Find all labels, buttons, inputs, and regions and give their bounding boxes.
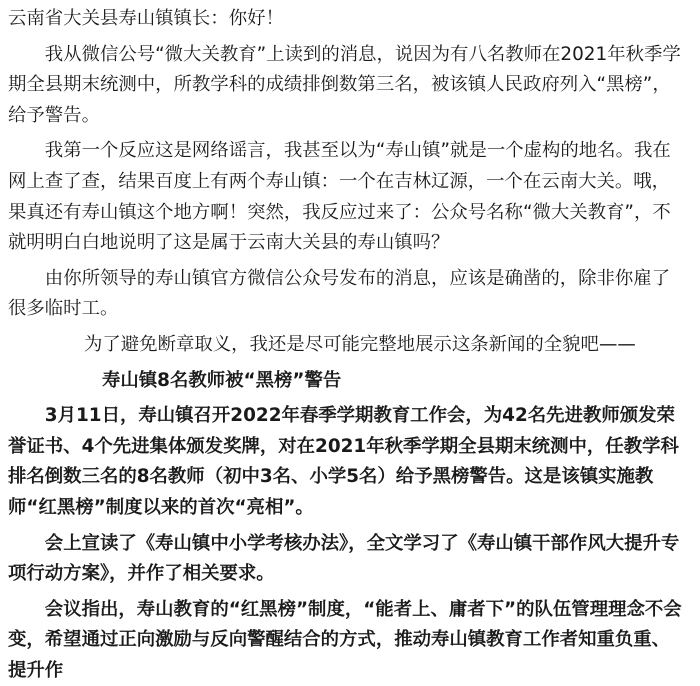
transition-line: 为了避免断章取义，我还是尽可能完整地展示这条新闻的全貌吧—— — [84, 333, 636, 355]
news-headline: 寿山镇8名教师被“黑榜”警告 — [102, 369, 342, 391]
letter-paragraph-2: 我第一个反应这是网络谣言，我甚至以为“寿山镇”就是一个虚构的地名。我在网上查了查，结果百度上有两个寿山镇：一个在吉林辽源，一个在云南大关。哦，果真还有寿山镇这个地方啊！突然，我反应过来了：公众号名称“微大关教育”，不就明明白白地说明了这是属于云南大关县的寿山镇吗？ — [8, 140, 671, 254]
news-paragraph-1: 3月11日，寿山镇召开2022年春季学期教育工作会，为42名先进教师颁发荣誉证书、4个先进集体颁发奖牌，对在2021年秋季学期全县期末统测中，任教学科排名倒数三名的8名教师（初中3名、小学5名）给予黑榜警告。这是该镇实施教师“红黑榜”制度以来的首次“亮相”。 — [8, 405, 679, 518]
news-paragraph-3: 会议指出，寿山教育的“红黑榜”制度，“能者上、庸者下”的队伍管理理念不会变，希望通过正向激励与反向警醒结合的方式，推动寿山镇教育工作者知重负重、提升作 — [8, 598, 682, 681]
news-paragraph-2: 会上宣读了《寿山镇中小学考核办法》，全文学习了《寿山镇干部作风大提升专项行动方案》，并作了相关要求。 — [8, 532, 680, 585]
letter-paragraph-1: 我从微信公号“微大关教育”上读到的消息，说因为有八名教师在2021年秋季学期全县期末统测中，所教学科的成绩排倒数第三名，被该镇人民政府列入“黑榜”，给予警告。 — [8, 43, 681, 126]
letter-paragraph-3: 由你所领导的寿山镇官方微信公众号发布的消息，应该是确凿的，除非你雇了很多临时工。 — [8, 267, 671, 320]
letter-greeting: 云南省大关县寿山镇镇长：你好！ — [8, 8, 284, 29]
